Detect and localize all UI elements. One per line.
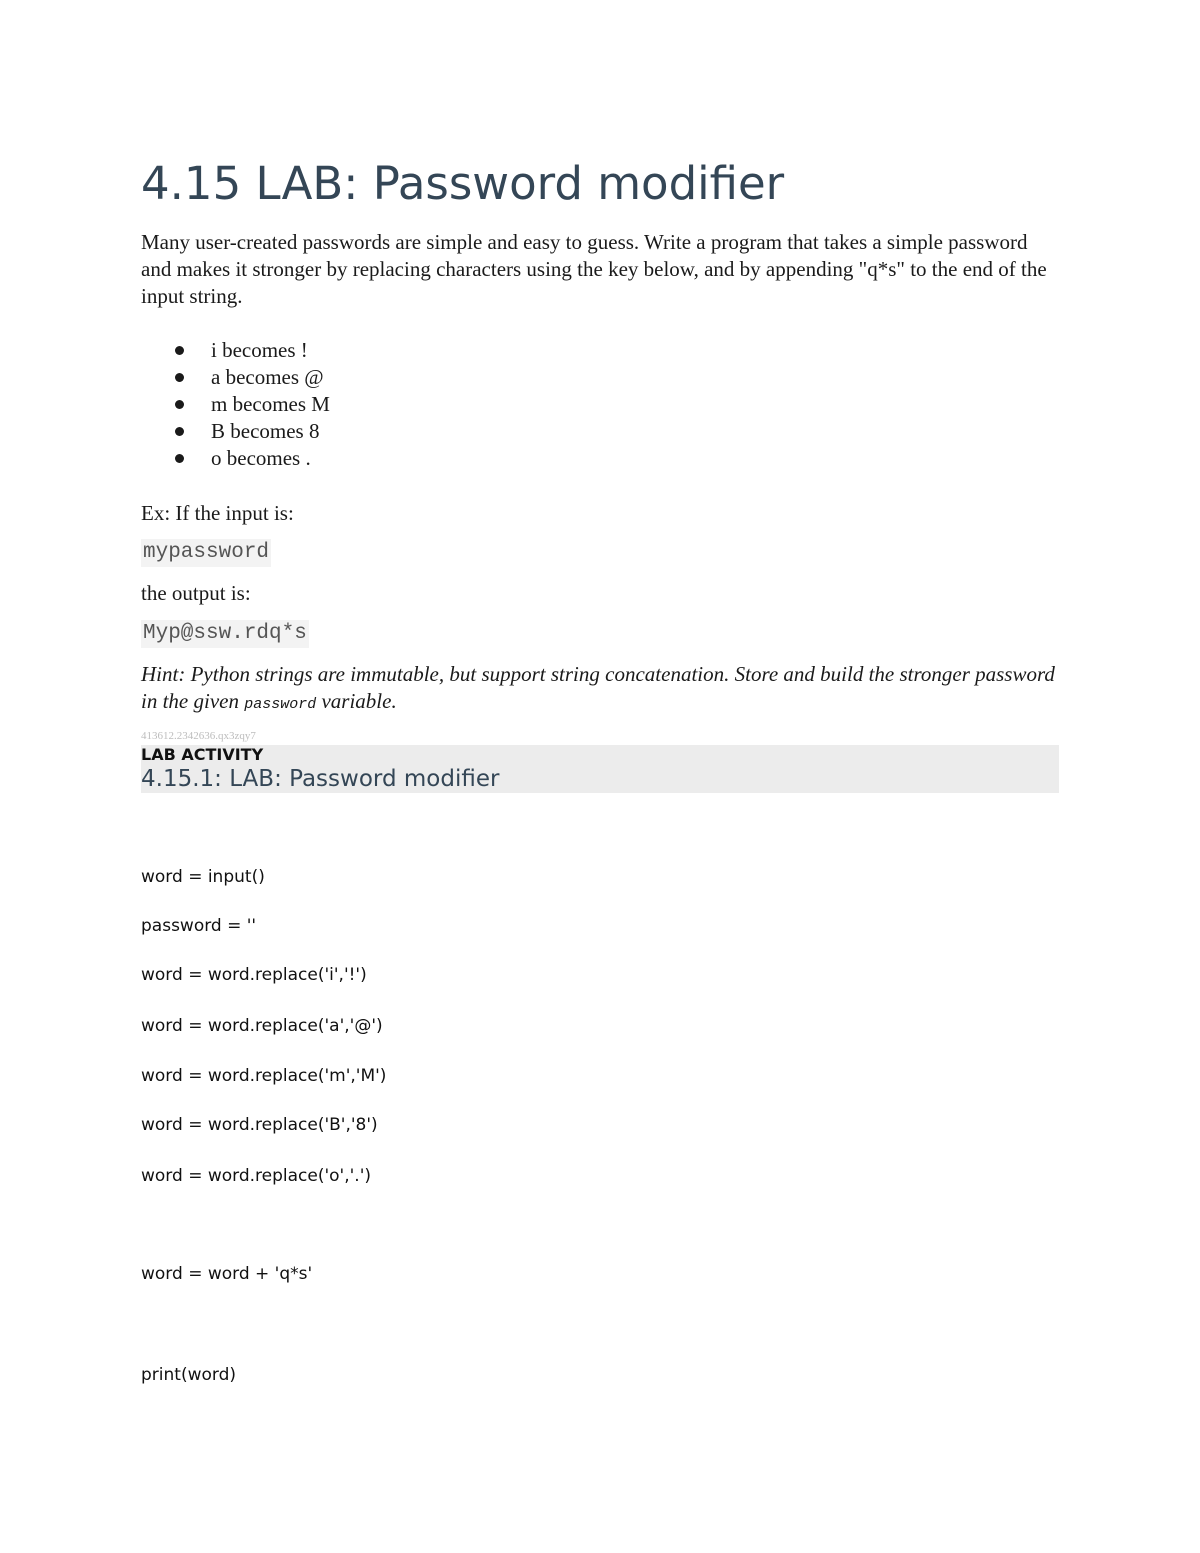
code-line: word = word.replace('m','M') <box>141 1066 387 1086</box>
code-line: word = word.replace('i','!') <box>141 965 367 985</box>
example-intro: Ex: If the input is: <box>141 501 294 525</box>
code-line: word = word + 'q*s' <box>141 1264 313 1284</box>
lab-activity-title: 4.15.1: LAB: Password modifier <box>141 766 500 792</box>
list-item <box>141 418 330 445</box>
hint-code: password <box>244 696 317 713</box>
output-intro: the output is: <box>141 581 251 605</box>
code-line: word = word.replace('o','.') <box>141 1166 372 1186</box>
code-line: word = input() <box>141 867 265 887</box>
page-title: 4.15 LAB: Password modifier <box>141 157 785 210</box>
bullet-icon <box>175 454 184 463</box>
rule-text: B becomes 8 <box>211 419 320 443</box>
code-line: word = word.replace('a','@') <box>141 1016 383 1036</box>
hint-paragraph <box>141 661 1059 718</box>
replacement-key-list <box>141 337 330 472</box>
bullet-icon <box>175 373 184 382</box>
example-input: mypassword <box>141 539 271 567</box>
rule-text: o becomes . <box>211 446 311 470</box>
lab-activity-label: LAB ACTIVITY <box>141 745 264 764</box>
bullet-icon <box>175 427 184 436</box>
code-line: word = word.replace('B','8') <box>141 1115 378 1135</box>
rule-text: m becomes M <box>211 392 330 416</box>
code-line: password = '' <box>141 916 257 936</box>
hint-text: Hint: Python strings are immutable, but support string concatenation. Store and build the stronger password in the given <box>141 662 1055 713</box>
list-item <box>141 445 330 472</box>
lab-activity-header <box>141 745 1059 793</box>
example-output: Myp@ssw.rdq*s <box>141 620 309 648</box>
bullet-icon <box>175 346 184 355</box>
list-item <box>141 391 330 418</box>
list-item <box>141 364 330 391</box>
hint-text-end: variable. <box>316 689 397 713</box>
intro-paragraph: Many user-created passwords are simple and easy to guess. Write a program that takes a simple password and makes it stronger by replacing characters using the key below, and by appending "q*s" to the end of the input string. <box>141 230 1047 308</box>
rule-text: i becomes ! <box>211 338 308 362</box>
list-item <box>141 337 330 364</box>
code-line: print(word) <box>141 1365 236 1385</box>
watermark: 413612.2342636.qx3zqy7 <box>141 730 256 742</box>
bullet-icon <box>175 400 184 409</box>
rule-text: a becomes @ <box>211 365 324 389</box>
